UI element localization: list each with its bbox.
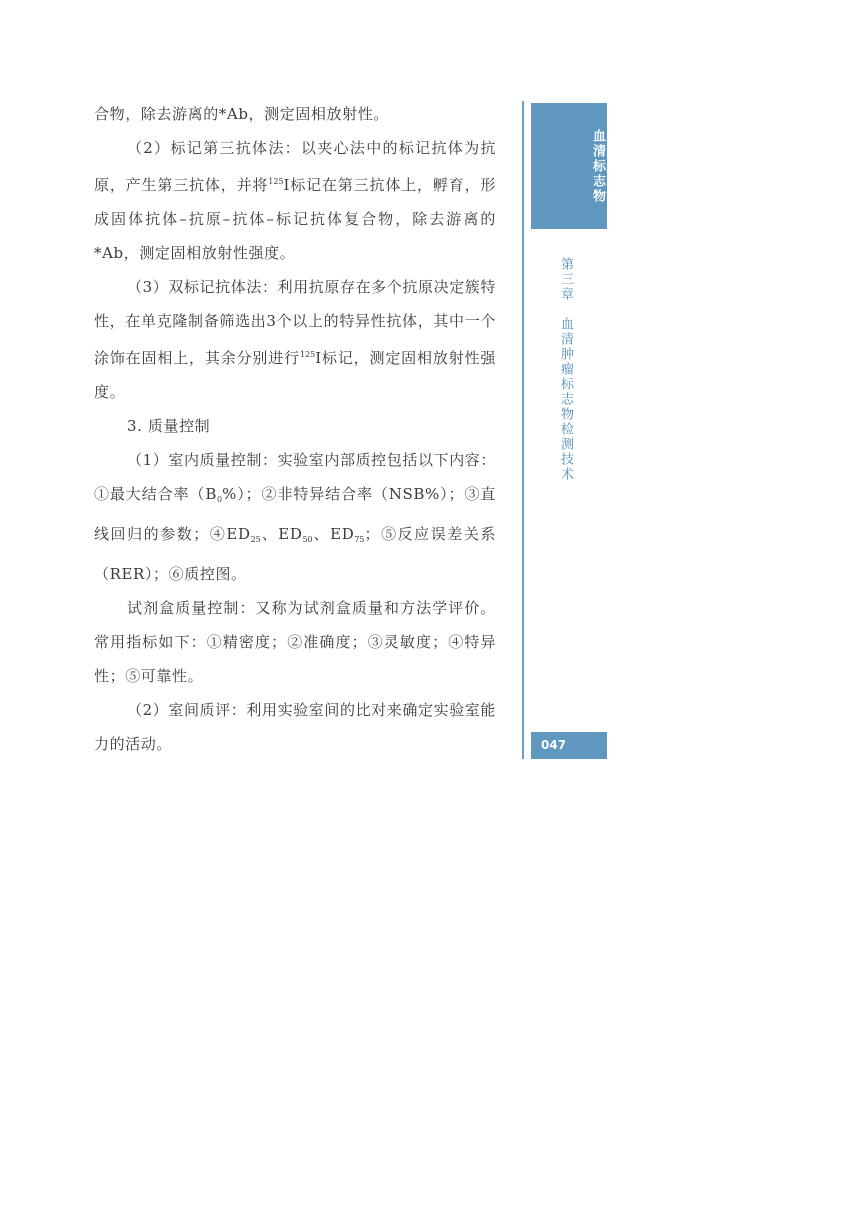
text-run: 、ED bbox=[312, 525, 355, 543]
page-number-badge bbox=[531, 732, 607, 759]
text-run: （2）标记第三抗体法：以夹心法中的标记抗体为抗原，产生第三抗体，并将 bbox=[94, 139, 496, 194]
paragraph-1 bbox=[94, 97, 496, 131]
page-number: 047 bbox=[541, 738, 567, 752]
paragraph-4-heading bbox=[94, 409, 496, 443]
text-run: 试剂盒质量控制：又称为试剂盒质量和方法学评价。常用指标如下：①精密度；②准确度；③灵敏度；④特异性；⑤可靠性。 bbox=[94, 599, 496, 685]
superscript: 125 bbox=[299, 350, 316, 359]
chapter-label: 第三章 血清肿瘤标志物检测技术 bbox=[558, 257, 573, 482]
text-run: （3）双标记抗体法：利用抗原存在多个抗原决定簇特性，在单克隆制备筛选出3个以上的特异性抗体，其中一个涂饰在固相上，其余分别进行 bbox=[94, 278, 496, 367]
subscript: 0 bbox=[216, 495, 223, 504]
text-run: （2）室间质评：利用实验室间的比对来确定实验室能力的活动。 bbox=[94, 701, 496, 753]
paragraph-6 bbox=[94, 591, 496, 693]
paragraph-7 bbox=[94, 693, 496, 761]
sidebar-divider bbox=[522, 101, 524, 759]
text-run: %）；②非特异结合率（NSB%）；③直线回归的参数；④ED bbox=[94, 485, 496, 543]
subscript: 75 bbox=[354, 535, 365, 544]
paragraph-3 bbox=[94, 270, 496, 409]
body-text bbox=[94, 97, 496, 761]
text-run: 合物，除去游离的*Ab，测定固相放射性。 bbox=[94, 105, 389, 123]
section-tab bbox=[531, 103, 607, 229]
section-title: 血清标志物 bbox=[590, 129, 605, 204]
paragraph-5 bbox=[94, 443, 496, 591]
paragraph-2 bbox=[94, 131, 496, 270]
text-run: 、ED bbox=[260, 525, 303, 543]
text-run: ；⑤反应误差关系（RER）；⑥质控图。 bbox=[94, 525, 496, 583]
text-run: I标记，测定固相放射性强度。 bbox=[94, 349, 496, 401]
superscript: 125 bbox=[268, 177, 284, 186]
text-run: 3. 质量控制 bbox=[127, 417, 211, 435]
subscript: 25 bbox=[250, 535, 261, 544]
text-run: （1）室内质量控制：实验室内部质控包括以下内容：①最大结合率（B bbox=[94, 451, 496, 503]
subscript: 50 bbox=[302, 535, 313, 544]
text-run: I标记在第三抗体上，孵育，形成固体抗体–抗原–抗体–标记抗体复合物，除去游离的*Ab，测定固相放射性强度。 bbox=[94, 176, 497, 262]
